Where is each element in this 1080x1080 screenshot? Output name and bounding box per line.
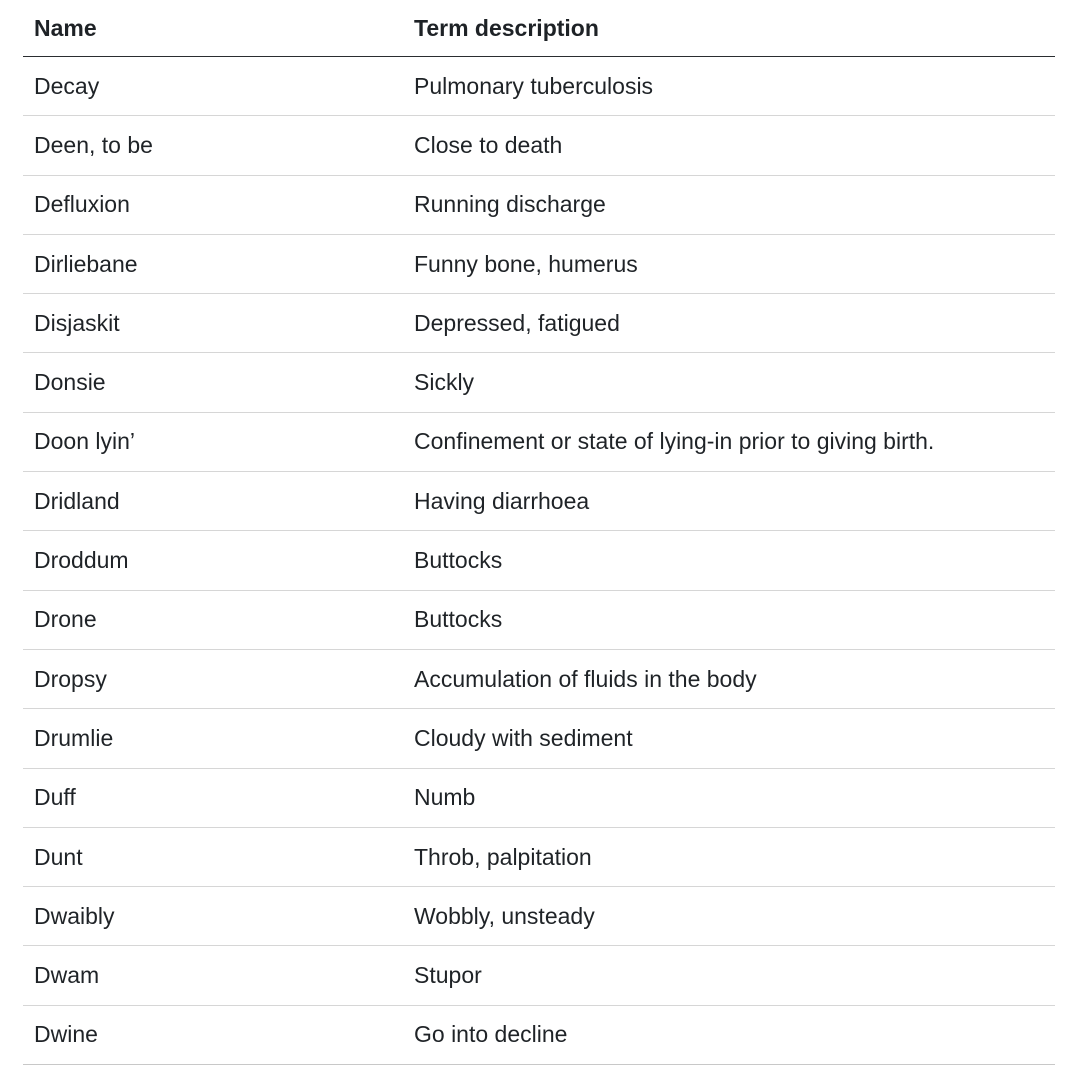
term-name: Donsie — [23, 353, 403, 412]
term-description: Running discharge — [403, 175, 1055, 234]
term-name: Drone — [23, 590, 403, 649]
term-description: Throb, palpitation — [403, 827, 1055, 886]
table-row — [23, 234, 1055, 293]
column-header-name: Name — [23, 0, 403, 57]
term-description: Confinement or state of lying-in prior to giving birth. — [403, 412, 1055, 471]
header-row — [23, 0, 1055, 57]
table-row — [23, 649, 1055, 708]
term-name: Dropsy — [23, 649, 403, 708]
term-name: Dwam — [23, 946, 403, 1005]
term-description: Having diarrhoea — [403, 472, 1055, 531]
term-description: Depressed, fatigued — [403, 294, 1055, 353]
table-row — [23, 57, 1055, 116]
table-row — [23, 116, 1055, 175]
term-name: Deen, to be — [23, 116, 403, 175]
term-description: Buttocks — [403, 531, 1055, 590]
term-description: Go into decline — [403, 1005, 1055, 1064]
table-row — [23, 1005, 1055, 1064]
table-row — [23, 590, 1055, 649]
term-description: Funny bone, humerus — [403, 234, 1055, 293]
term-name: Doon lyin’ — [23, 412, 403, 471]
term-name: Dwine — [23, 1005, 403, 1064]
column-header-description: Term description — [403, 0, 1055, 57]
term-description: Wobbly, unsteady — [403, 887, 1055, 946]
term-description: Cloudy with sediment — [403, 709, 1055, 768]
table-row — [23, 531, 1055, 590]
table-row — [23, 294, 1055, 353]
term-name: Defluxion — [23, 175, 403, 234]
table-row — [23, 175, 1055, 234]
table-row — [23, 768, 1055, 827]
term-description: Accumulation of fluids in the body — [403, 649, 1055, 708]
term-description: Stupor — [403, 946, 1055, 1005]
term-name: Dunt — [23, 827, 403, 886]
term-description: Close to death — [403, 116, 1055, 175]
term-name: Dwaibly — [23, 887, 403, 946]
glossary-table-container — [23, 0, 1055, 1065]
term-name: Disjaskit — [23, 294, 403, 353]
term-name: Dirliebane — [23, 234, 403, 293]
table-row — [23, 472, 1055, 531]
table-row — [23, 412, 1055, 471]
term-name: Droddum — [23, 531, 403, 590]
table-body — [23, 57, 1055, 1065]
term-name: Dridland — [23, 472, 403, 531]
term-description: Pulmonary tuberculosis — [403, 57, 1055, 116]
term-description: Numb — [403, 768, 1055, 827]
term-name: Decay — [23, 57, 403, 116]
term-name: Duff — [23, 768, 403, 827]
table-row — [23, 709, 1055, 768]
table-header — [23, 0, 1055, 57]
term-description: Sickly — [403, 353, 1055, 412]
table-row — [23, 353, 1055, 412]
table-row — [23, 946, 1055, 1005]
table-row — [23, 887, 1055, 946]
term-name: Drumlie — [23, 709, 403, 768]
term-description: Buttocks — [403, 590, 1055, 649]
table-row — [23, 827, 1055, 886]
glossary-table — [23, 0, 1055, 1065]
